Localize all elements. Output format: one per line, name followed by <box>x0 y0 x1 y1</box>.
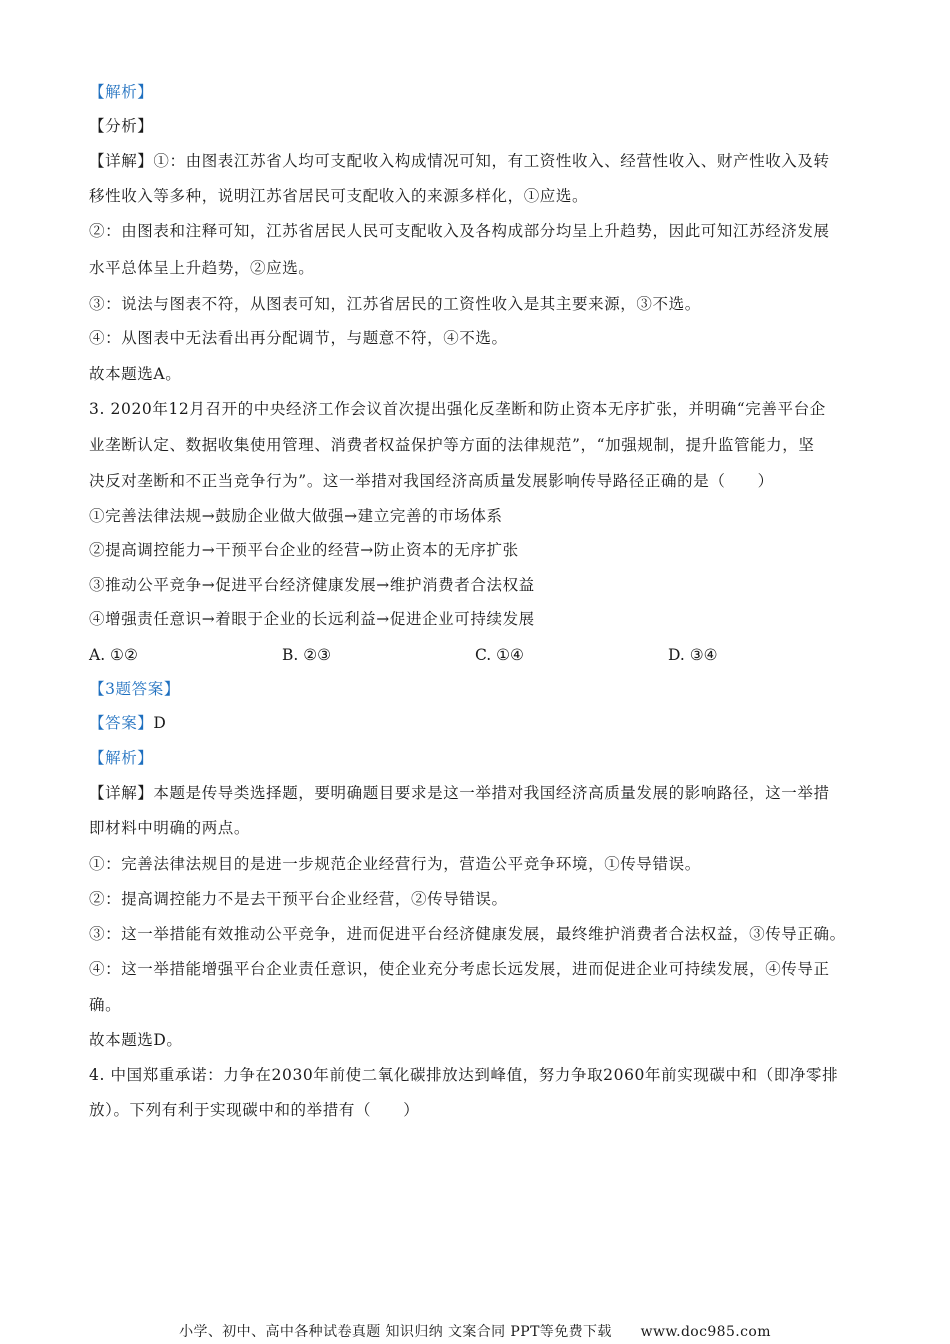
choice-item-2: ②提高调控能力→干预平台企业的经营→防止资本的无序扩张 <box>89 541 519 559</box>
detail-line-4: 水平总体呈上升趋势，②应选。 <box>89 259 315 277</box>
section-analysis-label-2: 【解析】 <box>89 749 154 767</box>
option-d: D. ③④ <box>668 646 718 664</box>
detail-line-3: ②：由图表和注释可知，江苏省居民人民可支配收入及各构成部分均呈上升趋势，因此可知江苏经济发展 <box>89 222 830 240</box>
detail-q3-line-5: ③：这一举措能有效推动公平竞争，进而促进平台经济健康发展，最终维护消费者合法权益，③传导正确。 <box>89 925 846 943</box>
conclusion-line: 故本题选A。 <box>89 365 182 383</box>
choice-item-3: ③推动公平竞争→促进平台经济健康发展→维护消费者合法权益 <box>89 576 535 594</box>
answer-heading: 【3题答案】 <box>89 680 180 698</box>
answer-line <box>89 712 864 734</box>
question-4-line-1: 4. 中国郑重承诺：力争在2030年前使二氧化碳排放达到峰值，努力争取2060年前实现碳中和（即净零排 <box>89 1066 839 1084</box>
answer-value: D <box>153 714 167 732</box>
detail-line-6: ④：从图表中无法看出再分配调节，与题意不符，④不选。 <box>89 329 508 347</box>
detail-q3-line-6: ④：这一举措能增强平台企业责任意识，使企业充分考虑长远发展，进而促进企业可持续发展，④传导正 <box>89 960 830 978</box>
question-4-line-2: 放）。下列有利于实现碳中和的举措有（ ） <box>89 1101 420 1119</box>
conclusion-line-2: 故本题选D。 <box>89 1031 183 1049</box>
choice-item-4: ④增强责任意识→着眼于企业的长远利益→促进企业可持续发展 <box>89 610 535 628</box>
detail-q3-line-4: ②：提高调控能力不是去干预平台企业经营，②传导错误。 <box>89 890 508 908</box>
section-fenxi-label: 【分析】 <box>89 117 154 135</box>
choice-item-1: ①完善法律法规→鼓励企业做大做强→建立完善的市场体系 <box>89 507 503 525</box>
detail-q3-line-3: ①：完善法律法规目的是进一步规范企业经营行为，营造公平竞争环境，①传导错误。 <box>89 855 701 873</box>
answer-label: 【答案】 <box>89 714 154 732</box>
option-b: B. ②③ <box>282 646 332 664</box>
question-3-line-3: 决反对垄断和不正当竞争行为”。这一举措对我国经济高质量发展影响传导路径正确的是（ ） <box>89 472 774 490</box>
detail-line-5: ③：说法与图表不符，从图表可知，江苏省居民的工资性收入是其主要来源，③不选。 <box>89 295 701 313</box>
option-c: C. ①④ <box>475 646 524 664</box>
detail-line-2: 移性收入等多种，说明江苏省居民可支配收入的来源多样化，①应选。 <box>89 187 589 205</box>
question-3-line-2: 业垄断认定、数据收集使用管理、消费者权益保护等方面的法律规范”，“加强规制，提升监管能力，坚 <box>89 436 815 454</box>
detail-q3-line-1: 【详解】本题是传导类选择题，要明确题目要求是这一举措对我国经济高质量发展的影响路径，这一举措 <box>89 784 830 802</box>
detail-line-1: 【详解】①：由图表江苏省人均可支配收入构成情况可知，有工资性收入、经营性收入、财产性收入及转 <box>89 152 830 170</box>
option-a: A. ①② <box>89 646 138 664</box>
detail-q3-line-7: 确。 <box>89 996 122 1014</box>
question-3-line-1: 3. 2020年12月召开的中央经济工作会议首次提出强化反垄断和防止资本无序扩张，并明确“完善平台企 <box>89 400 826 418</box>
detail-q3-line-2: 即材料中明确的两点。 <box>89 819 251 837</box>
page-footer: 小学、初中、高中各种试卷真题 知识归纳 文案合同 PPT等免费下载 www.doc985.com <box>179 1324 771 1340</box>
section-analysis-label: 【解析】 <box>89 83 154 101</box>
